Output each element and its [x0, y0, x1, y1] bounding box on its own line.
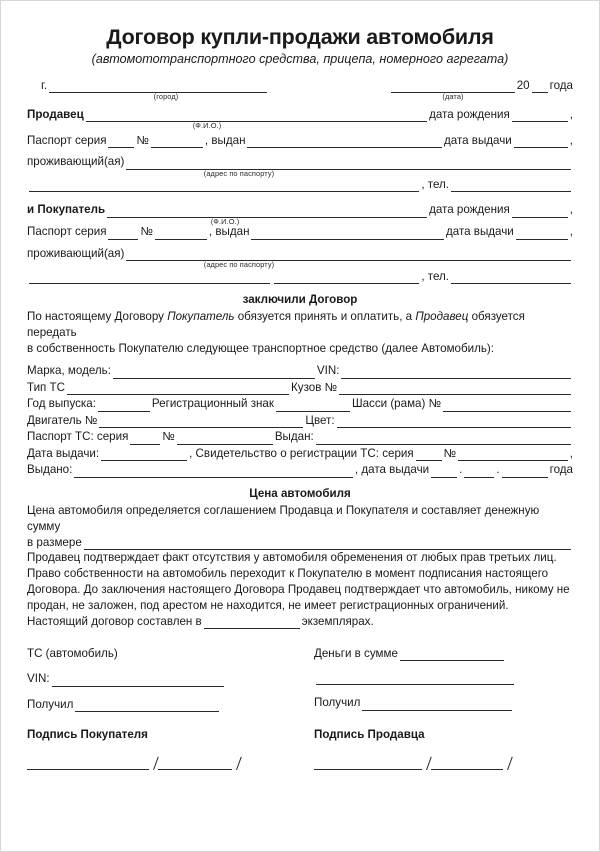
vehicle-brand-label: Марка, модель: [27, 364, 111, 378]
handover-vin-row [27, 672, 300, 686]
seller-passport-label: Паспорт серия [27, 133, 107, 147]
vehicle-color-label: Цвет: [305, 413, 335, 427]
price-copies-blank[interactable] [204, 616, 300, 629]
handover-money-row [314, 645, 573, 661]
buyer-address-caption: (адрес по паспорту) [203, 260, 275, 270]
handover-received-right-row [314, 696, 573, 710]
vehicle-pts-issuer-blank[interactable] [316, 432, 571, 445]
vehicle-year-blank[interactable] [98, 399, 150, 412]
agreement-line1-a: По настоящему Договору [27, 310, 168, 324]
seller-birth-label: дата рождения [429, 107, 510, 121]
vehicle-body-label: Кузов № [291, 380, 338, 394]
buyer-label: и Покупатель [27, 203, 106, 217]
vehicle-year-label: Год выпуска: [27, 397, 96, 411]
seller-passport-number-label: № [136, 133, 149, 147]
seller-label: Продавец [27, 107, 84, 121]
signature-seller-column [300, 728, 573, 769]
price-copies-row [27, 615, 573, 629]
handover-vehicle-label: ТС (автомобиль) [27, 646, 118, 660]
buyer-phone-label: , тел. [421, 269, 449, 283]
signature-buyer-label: Подпись Покупателя [27, 728, 148, 742]
agreement-line1-c: обязуется принять и оплатить, а [234, 310, 416, 324]
vehicle-vin-label: VIN: [316, 364, 340, 378]
page-title: Договор купли-продажи автомобиля [106, 25, 494, 49]
signature-buyer-line[interactable] [27, 754, 300, 770]
buyer-residing-label: проживающий(ая) [27, 246, 125, 260]
vehicle-sts-number-blank[interactable] [458, 448, 568, 461]
seller-fio-blank[interactable] [86, 109, 427, 122]
buyer-address-row [27, 247, 573, 261]
vehicle-engine-row [27, 414, 573, 428]
seller-residing-label: проживающий(ая) [27, 155, 125, 169]
buyer-issue-date-comma: , [569, 225, 573, 239]
price-amount-blank[interactable] [84, 537, 571, 550]
buyer-fio-caption: (Ф.И.О.) [210, 216, 240, 226]
signature-buyer-slash2 [232, 756, 241, 770]
seller-issue-date-comma: , [569, 133, 573, 147]
buyer-phone-row [27, 270, 573, 284]
vehicle-sts-number-comma: , [569, 446, 573, 460]
vehicle-pts-date-label: Дата выдачи: [27, 446, 100, 460]
signature-buyer-heading-row [27, 728, 300, 742]
city-date-captions [27, 93, 573, 100]
vehicle-brand-row [27, 364, 573, 378]
vehicle-sts-day-blank[interactable] [431, 465, 457, 478]
year-prefix-label: 20 [516, 78, 530, 92]
signature-buyer-seg1[interactable] [27, 758, 149, 770]
buyer-issue-date-label: дата выдачи [445, 225, 514, 239]
vehicle-pts-series-blank[interactable] [130, 432, 160, 445]
seller-passport-number-blank[interactable] [151, 135, 203, 148]
vehicle-sts-number-label: № [443, 446, 457, 460]
handover-received-left-row [27, 698, 300, 712]
city-date-row [27, 79, 573, 93]
buyer-address-line2b-blank[interactable] [274, 271, 419, 284]
signature-buyer-column [27, 728, 300, 769]
vehicle-sts-year-blank[interactable] [502, 465, 548, 478]
vehicle-sts-dot2: . [496, 463, 500, 477]
vehicle-sts-month-blank[interactable] [464, 465, 494, 478]
agreement-heading: заключили Договор [242, 293, 358, 307]
vehicle-chassis-blank[interactable] [443, 399, 571, 412]
date-caption: (дата) [442, 92, 464, 102]
handover-money-label: Деньги в сумме [314, 646, 398, 660]
buyer-birth-blank[interactable] [512, 205, 568, 218]
handover-received-right-label: Получил [314, 696, 361, 710]
vehicle-brand-blank[interactable] [113, 366, 315, 379]
buyer-address-caption-row [27, 261, 573, 268]
handover-received-left-label: Получил [27, 697, 74, 711]
price-copies-prefix-label: Настоящий договор составлен в [27, 614, 202, 628]
vehicle-type-label: Тип ТС [27, 380, 66, 394]
vehicle-chassis-label: Шасси (рама) № [351, 397, 442, 411]
vehicle-year-row [27, 397, 573, 411]
buyer-address-line2a-blank[interactable] [29, 271, 270, 284]
agreement-line2: в собственность Покупателю следующее транспортное средство (далее Автомобиль): [27, 342, 494, 356]
vehicle-sts-issuer-blank[interactable] [74, 465, 353, 478]
handover-received-right-blank[interactable] [362, 698, 512, 711]
vehicle-pts-number-label: № [162, 430, 175, 444]
vehicle-engine-blank[interactable] [99, 415, 303, 428]
vehicle-pts-date-blank[interactable] [101, 448, 187, 461]
seller-name-row [27, 108, 573, 122]
vehicle-pts-issued-label: Выдан: [274, 430, 314, 444]
buyer-passport-series-blank[interactable] [108, 227, 138, 240]
year-input-blank[interactable] [532, 80, 548, 93]
seller-passport-series-blank[interactable] [108, 135, 134, 148]
handover-vin-label: VIN: [27, 672, 50, 686]
vehicle-pts-label: Паспорт ТС: серия [27, 430, 129, 444]
handover-section [27, 645, 573, 712]
vehicle-sts-issued-label: Выдано: [27, 463, 73, 477]
agreement-line1-e: обязуется передать [27, 310, 525, 340]
agreement-seller-term: Продавец [415, 310, 469, 324]
city-prefix-label: г. [41, 78, 48, 92]
signature-seller-slash2 [503, 756, 512, 770]
buyer-fio-caption-row [27, 218, 573, 225]
seller-address-row [27, 155, 573, 169]
seller-address-blank[interactable] [126, 157, 571, 170]
buyer-passport-number-blank[interactable] [155, 227, 207, 240]
seller-passport-issued-label: , выдан [204, 133, 246, 147]
vehicle-pts-row [27, 430, 573, 444]
buyer-passport-issued-label: , выдан [208, 225, 250, 239]
vehicle-sts-year-suffix: года [549, 463, 573, 477]
handover-left-column [27, 645, 300, 712]
vehicle-reg-plate-label: Регистрационный знак [151, 397, 274, 411]
seller-phone-row [27, 178, 573, 192]
handover-money-blank[interactable] [400, 648, 504, 661]
year-suffix-label: года [549, 78, 573, 92]
buyer-address-blank[interactable] [126, 248, 571, 261]
price-line2: Продавец подтверждает факт отсутствия у автомобиля обременения от любых прав третьих лиц. [27, 551, 557, 565]
seller-address-line2-blank[interactable] [29, 179, 419, 192]
agreement-buyer-term: Покупатель [167, 310, 235, 324]
seller-issue-date-blank[interactable] [514, 135, 568, 148]
buyer-birth-comma: , [569, 203, 573, 217]
price-heading: Цена автомобиля [249, 486, 351, 500]
vehicle-pts-number-blank[interactable] [177, 432, 273, 445]
signature-seller-seg1[interactable] [314, 758, 422, 770]
seller-fio-caption-row [27, 122, 573, 129]
price-amount-row [27, 536, 573, 550]
vehicle-sts-series-blank[interactable] [416, 448, 442, 461]
handover-received-left-blank[interactable] [75, 699, 219, 712]
signature-seller-slash1 [422, 756, 431, 770]
signature-seller-label: Подпись Продавца [314, 728, 425, 742]
buyer-passport-label: Паспорт серия [27, 225, 107, 239]
buyer-birth-label: дата рождения [429, 203, 510, 217]
signatures-section [27, 728, 573, 769]
price-line5: продан, не заложен, под арестом не находится, не имеет регистрационных ограничений. [27, 598, 509, 612]
seller-passport-issuer-blank[interactable] [247, 135, 442, 148]
vehicle-sts-dot1: . [459, 463, 463, 477]
page-subtitle: (автомототранспортного средства, прицепа, номерного агрегата) [91, 51, 509, 66]
handover-money-line2-blank[interactable] [316, 672, 514, 685]
signature-buyer-seg2[interactable] [158, 758, 232, 770]
signature-seller-heading-row [314, 728, 573, 742]
handover-vehicle-row [27, 645, 300, 661]
price-line1: Цена автомобиля определяется соглашением Продавца и Покупателя и составляет денежную сумму [27, 503, 540, 533]
handover-right-column [300, 645, 573, 712]
city-caption: (город) [153, 92, 179, 102]
vehicle-type-blank[interactable] [67, 382, 289, 395]
buyer-passport-row [27, 225, 573, 239]
vehicle-color-blank[interactable] [337, 415, 571, 428]
seller-address-caption: (адрес по паспорту) [203, 168, 275, 178]
buyer-fio-blank[interactable] [107, 205, 427, 218]
price-line3: Право собственности на автомобиль переходит к Покупателю в момент подписания настоящего [27, 567, 549, 580]
buyer-name-row [27, 203, 573, 217]
vehicle-reg-plate-blank[interactable] [276, 399, 350, 412]
vehicle-vin-blank[interactable] [341, 366, 571, 379]
vehicle-sts-label: , Свидетельство о регистрации ТС: серия [189, 446, 414, 460]
seller-birth-comma: , [569, 107, 573, 121]
seller-address-caption-row [27, 170, 573, 177]
handover-money-line2-row [314, 672, 573, 685]
buyer-phone-blank[interactable] [451, 271, 571, 284]
signature-buyer-slash1 [149, 756, 158, 770]
buyer-issue-date-blank[interactable] [516, 227, 568, 240]
vehicle-type-row [27, 381, 573, 395]
seller-birth-blank[interactable] [512, 109, 568, 122]
vehicle-engine-label: Двигатель № [27, 413, 98, 427]
seller-issue-date-label: дата выдачи [443, 133, 512, 147]
vehicle-body-blank[interactable] [339, 382, 571, 395]
price-amount-label: в размере [27, 535, 82, 549]
vehicle-sts-issue-date-label: , дата выдачи [354, 463, 430, 477]
seller-phone-blank[interactable] [451, 179, 571, 192]
price-line4: Договора. До заключения настоящего Договора Продавец подтверждает что автомобиль, никому не [27, 582, 570, 596]
vehicle-sts-issued-row [27, 463, 573, 477]
seller-passport-row [27, 134, 573, 148]
seller-fio-caption: (Ф.И.О.) [192, 121, 222, 131]
agreement-paragraph [27, 309, 573, 357]
seller-phone-label: , тел. [421, 177, 449, 191]
signature-seller-seg2[interactable] [431, 758, 503, 770]
signature-seller-line[interactable] [314, 754, 573, 770]
price-copies-suffix-label: экземплярах. [301, 614, 374, 628]
buyer-passport-issuer-blank[interactable] [251, 227, 444, 240]
handover-vin-blank[interactable] [52, 674, 224, 687]
vehicle-sts-row [27, 447, 573, 461]
buyer-passport-number-label: № [140, 225, 153, 239]
